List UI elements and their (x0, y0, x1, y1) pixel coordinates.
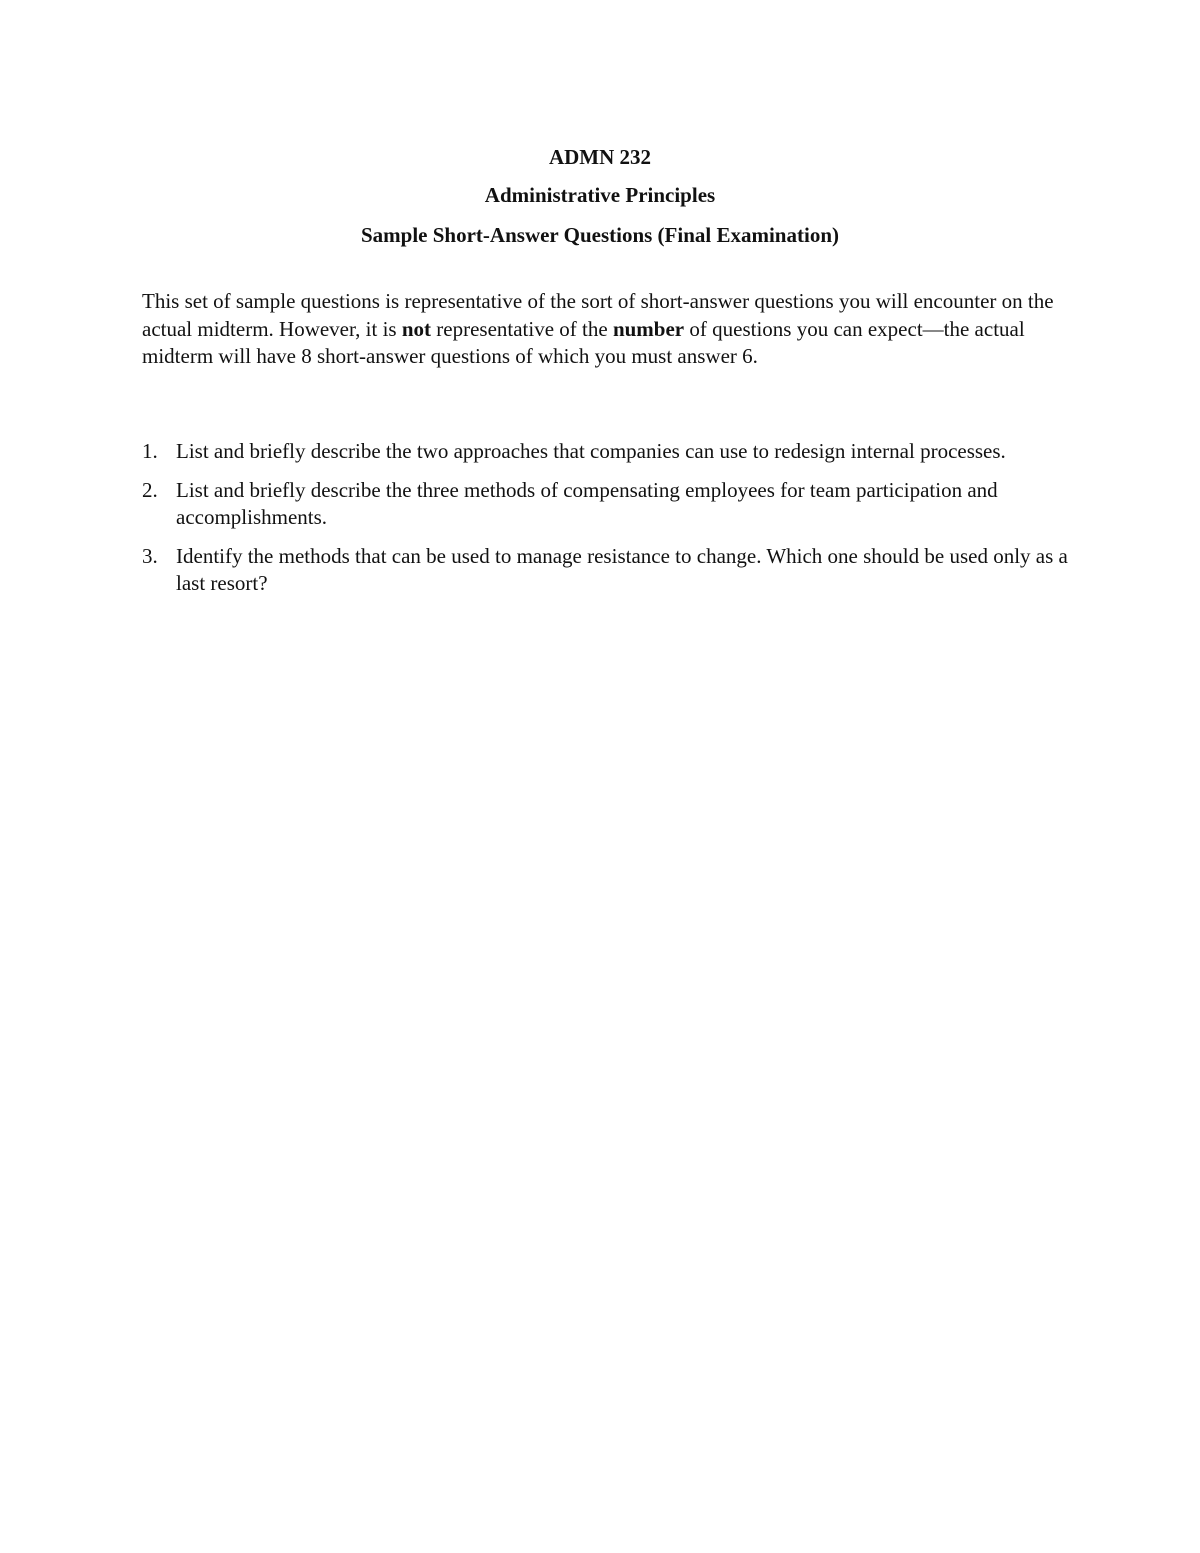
intro-text-3: of questions you can expect—the actual midterm will have 8 short-answer questions of which you must answer 6. (142, 316, 1025, 368)
course-code: ADMN 232 (548, 145, 652, 169)
intro-text-2: representative of the (431, 316, 613, 341)
course-title: Administrative Principles (484, 183, 716, 207)
question-text: List and briefly describe the three methods of compensating employees for team participation and accomplishments. (176, 477, 998, 529)
question-item (142, 477, 1072, 532)
question-number: 2. (142, 477, 158, 502)
question-list (142, 438, 1072, 609)
intro-bold-not: not (401, 316, 432, 341)
intro-paragraph (142, 288, 1062, 371)
intro-text-1: This set of sample questions is representative of the sort of short-answer questions you will encounter on the actual midterm. However, it is (142, 289, 1054, 341)
question-item (142, 543, 1072, 598)
question-item (142, 438, 1072, 466)
question-number: 3. (142, 543, 158, 568)
document-title: Sample Short-Answer Questions (Final Examination) (361, 223, 839, 247)
intro-bold-number: number (612, 316, 685, 341)
question-text: Identify the methods that can be used to manage resistance to change. Which one should be used only as a last resort? (176, 543, 1068, 595)
question-number: 1. (142, 439, 158, 463)
question-text: List and briefly describe the two approaches that companies can use to redesign internal processes. (176, 439, 1006, 463)
